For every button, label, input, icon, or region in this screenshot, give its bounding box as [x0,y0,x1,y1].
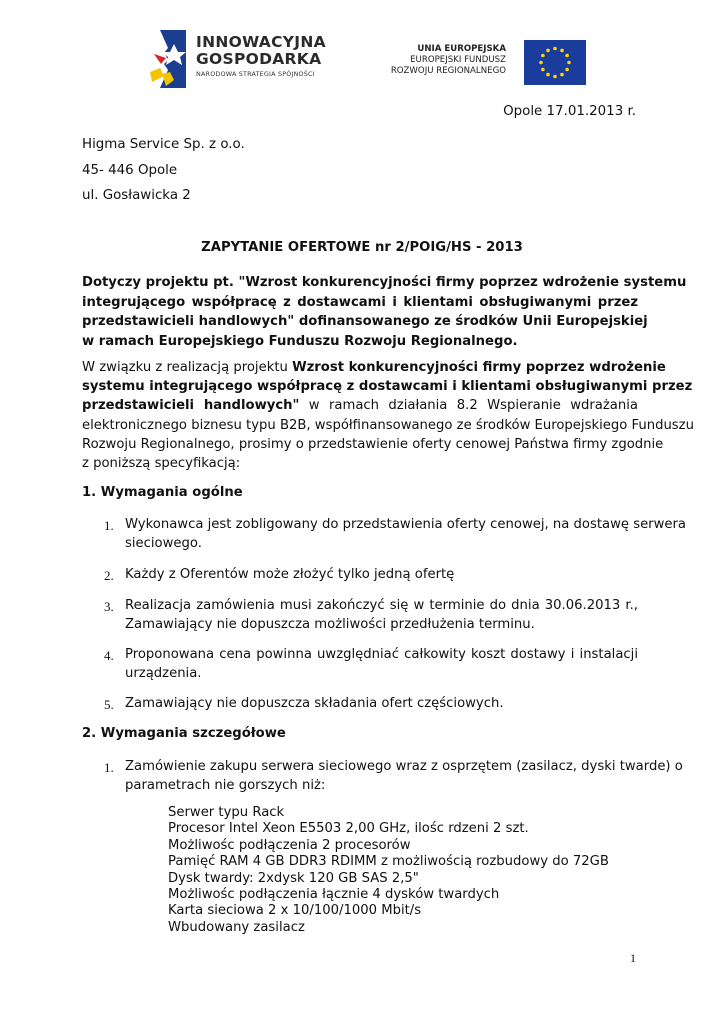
spec-line: Dysk twardy: 2xdysk 120 GB SAS 2,5" [168,870,419,886]
intro-line [82,396,638,415]
intro-text: W związku z realizacją projektu [82,360,293,375]
intro-text: w ramach działania 8.2 Wspieranie wdrażania [299,398,638,414]
recipient-postal: 45- 446 Opole [82,163,178,178]
spec-line: Możliwośc podłączenia łącznie 4 dysków twardych [168,887,500,903]
spec-line: Wbudowany zasilacz [168,919,305,935]
list-item [125,565,638,584]
list-item [125,757,683,795]
list-number: 1. [104,518,114,533]
project-name: przedstawicieli handlowych" [82,398,300,414]
list-item [125,645,638,683]
logo-left-line1: INNOWACYJNA [196,33,326,51]
recipient-street: ul. Gosławicka 2 [82,188,191,203]
recipient-name: Higma Service Sp. z o.o. [82,137,245,152]
spec-line: Serwer typu Rack [168,805,285,820]
eu-flag-icon [524,40,586,85]
list-item-line: sieciowego. [125,536,202,551]
list-item [125,596,638,634]
innowacyjna-gospodarka-emblem-icon [148,28,188,90]
list-item-line: Zamówienie zakupu serwera sieciowego wraz z osprzętem (zasilacz, dyski twarde) o [125,759,683,774]
intro-line: z poniższą specyfikacją: [82,456,241,472]
intro-paragraph [82,358,694,473]
subject-line: Dotyczy projektu pt. "Wzrost konkurencyjności firmy poprzez wdrożenie systemu [82,275,687,290]
intro-line: elektronicznego biznesu typu B2B, współfinansowanego ze środków Europejskiego Funduszu [82,417,694,433]
list-number: 1. [104,760,114,775]
list-item-line: urządzenia. [125,666,202,681]
list-item-line: Zamawiający nie dopuszcza składania ofert częściowych. [125,696,504,711]
section-heading-general: 1. Wymagania ogólne [82,485,243,500]
page-number: 1 [630,951,636,965]
list-number: 3. [104,599,114,614]
list-item-line: Zamawiający nie dopuszcza możliwości przedłużenia terminu. [125,617,535,632]
list-item-line: parametrach nie gorszych niż: [125,778,326,793]
logo-right-line1: UNIA EUROPEJSKA [417,44,506,54]
spec-line: Karta sieciowa 2 x 10/100/1000 Mbit/s [168,903,422,919]
subject-line: w ramach Europejskiego Funduszu Rozwoju Regionalnego. [82,333,518,349]
list-item [125,515,687,553]
section-heading-detailed: 2. Wymagania szczegółowe [82,726,286,741]
spec-line: Pamięć RAM 4 GB DDR3 RDIMM z możliwością rozbudowy do 72GB [168,854,609,870]
list-item-line: Realizacja zamówienia musi zakończyć się w terminie do dnia 30.06.2013 r., [125,598,638,613]
subject-line: integrującego współpracę z dostawcami i klientami obsługiwanymi przez [82,294,638,310]
spec-line: Możliwośc podłączenia 2 procesorów [168,837,411,853]
list-number: 4. [104,648,114,663]
subject-paragraph [82,273,687,351]
logo-left-line2: GOSPODARKA [196,50,322,68]
server-spec-list [168,805,609,936]
spec-line: Procesor Intel Xeon E5503 2,00 GHz, ilośc rdzeni 2 szt. [168,821,529,837]
list-item-line: Wykonawca jest zobligowany do przedstawienia oferty cenowej, na dostawę serwera [125,517,687,532]
list-item-line: Każdy z Oferentów może złożyć tylko jedną ofertę [125,567,455,582]
logo-right-line3: ROZWOJU REGIONALNEGO [390,66,506,76]
eu-logo [392,40,586,90]
list-number: 2. [104,568,114,583]
intro-line [82,358,666,377]
list-item [125,694,638,713]
document-title: ZAPYTANIE OFERTOWE nr 2/POIG/HS - 2013 [201,240,523,255]
project-name: systemu integrującego współpracę z dostawcami i klientami obsługiwanymi przez [82,379,693,395]
intro-line: Rozwoju Regionalnego, prosimy o przedstawienie oferty cenowej Państwa firmy zgodnie [82,436,664,452]
logo-right-line2: EUROPEJSKI FUNDUSZ [410,55,506,65]
list-item-line: Proponowana cena powinna uwzględniać całkowity koszt dostawy i instalacji [125,647,638,662]
project-name: Wzrost konkurencyjności firmy poprzez wdrożenie [292,360,666,375]
innowacyjna-gospodarka-logo [148,28,348,92]
list-number: 5. [104,697,114,712]
subject-line: przedstawicieli handlowych" dofinansowanego ze środków Unii Europejskiej [82,314,648,329]
document-date: Opole 17.01.2013 r. [503,104,636,119]
logo-left-line3: NARODOWA STRATEGIA SPÓJNOŚCI [196,70,315,78]
